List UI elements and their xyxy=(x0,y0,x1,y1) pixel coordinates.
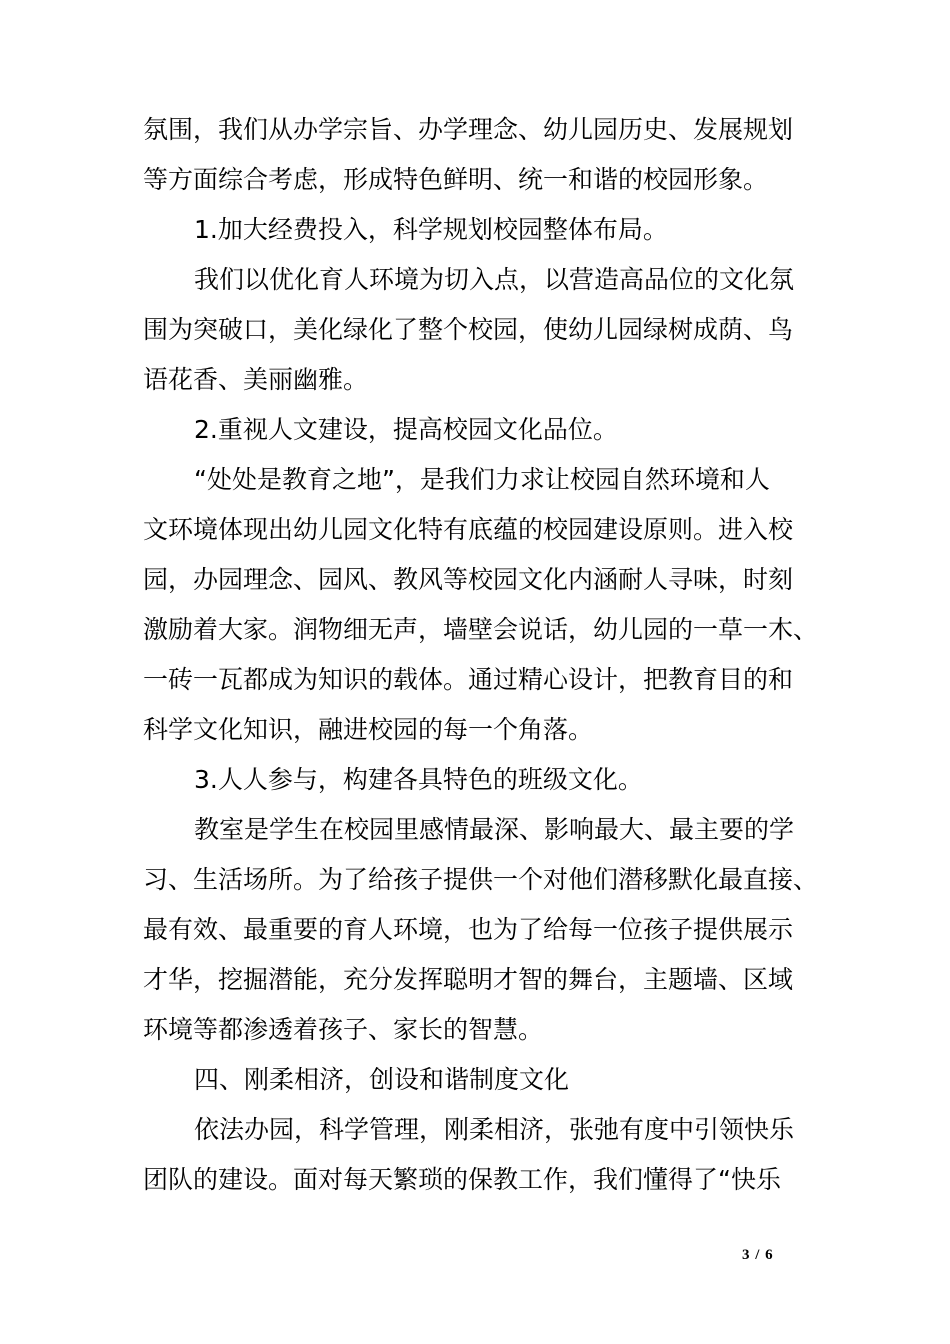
text-line: 最有效、最重要的育人环境，也为了给每一位孩子提供展示 xyxy=(143,915,794,944)
text-line: 一砖一瓦都成为知识的载体。通过精心设计，把教育目的和 xyxy=(143,665,794,694)
text-line: 等方面综合考虑，形成特色鲜明、统一和谐的校园形象。 xyxy=(143,165,769,194)
text-line: 我们以优化育人环境为切入点，以营造高品位的文化氛 xyxy=(194,265,795,294)
text-line: 语花香、美丽幽雅。 xyxy=(143,365,369,394)
section-heading: 3.人人参与，构建各具特色的班级文化。 xyxy=(194,765,643,794)
text-line: 才华，挖掘潜能，充分发挥聪明才智的舞台，主题墙、区域 xyxy=(143,965,794,994)
text-line: 依法办园，科学管理，刚柔相济，张弛有度中引领快乐 xyxy=(194,1115,795,1144)
page-number: 3 / 6 xyxy=(742,1247,774,1263)
section-heading: 1.加大经费投入，科学规划校园整体布局。 xyxy=(194,215,668,244)
text-line: “处处是教育之地”，是我们力求让校园自然环境和人 xyxy=(194,465,770,494)
text-line: 习、生活场所。为了给孩子提供一个对他们潜移默化最直接、 xyxy=(143,865,819,894)
text-line: 园，办园理念、园风、教风等校园文化内涵耐人寻味，时刻 xyxy=(143,565,794,594)
text-line: 氛围，我们从办学宗旨、办学理念、幼儿园历史、发展规划 xyxy=(143,115,794,144)
section-heading: 2.重视人文建设，提高校园文化品位。 xyxy=(194,415,618,444)
text-line: 科学文化知识，融进校园的每一个角落。 xyxy=(143,715,594,744)
section-heading: 四、刚柔相济，创设和谐制度文化 xyxy=(194,1065,570,1094)
text-line: 围为突破口，美化绿化了整个校园，使幼儿园绿树成荫、鸟 xyxy=(143,315,794,344)
text-line: 团队的建设。面对每天繁琐的保教工作，我们懂得了“快乐 xyxy=(143,1165,781,1194)
text-line: 激励着大家。润物细无声，墙壁会说话，幼儿园的一草一木、 xyxy=(143,615,819,644)
text-line: 环境等都渗透着孩子、家长的智慧。 xyxy=(143,1015,544,1044)
text-line: 教室是学生在校园里感情最深、影响最大、最主要的学 xyxy=(194,815,795,844)
text-line: 文环境体现出幼儿园文化特有底蕴的校园建设原则。进入校 xyxy=(143,515,794,544)
